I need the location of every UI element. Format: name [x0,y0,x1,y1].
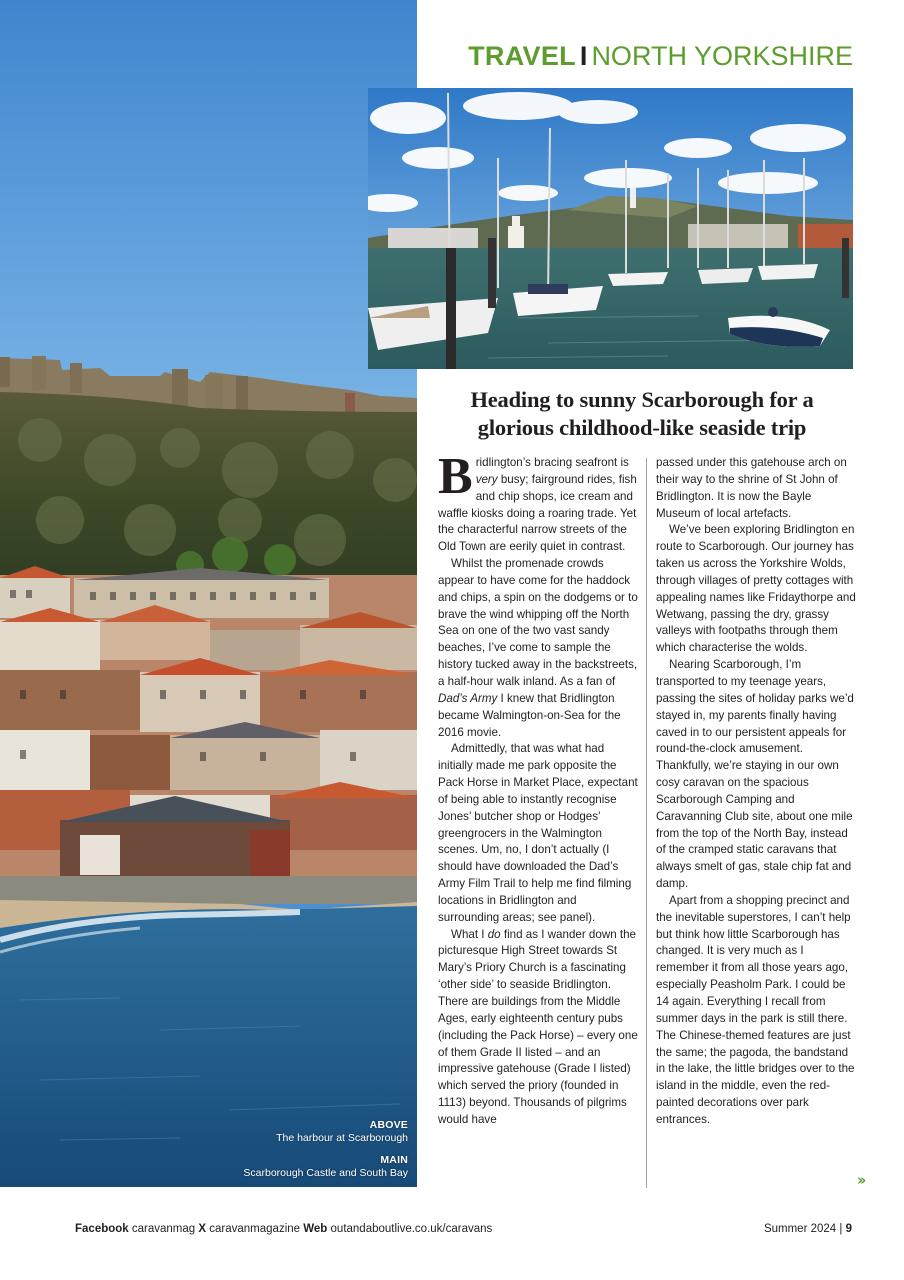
article-paragraph: Nearing Scarborough, I’m transported to my teenage years, passing the sites of holiday parks we’d stayed in, my parents finally having caved in to our persistent appeals for round-the-clock amusement. Thankfully, we’re staying in our own cosy caravan on the spacious Scarborough Camping and Caravanning Club site, about one mile from the top of the North Bay, instead of the cramped static caravans that always smelt of gas, stale chip fat and damp. [656,658,854,891]
main-photo-scarborough-castle [0,0,417,1187]
web-url: outandaboutlive.co.uk/caravans [330,1223,493,1235]
caption-text-main: Scarborough Castle and South Bay [243,1167,408,1179]
x-label: X [198,1223,207,1235]
paragraph-text: busy; fairground rides, fish and chip shops, ice cream and waffle kiosks doing a roaring trade. Yet the characterful narrow streets of the Old Town are eerily quiet in contrast. [438,472,637,554]
photo-captions [243,1119,408,1180]
section-separator: I [579,41,588,71]
emphasis-text: Dad’s Army [438,691,498,705]
article-paragraph: We’ve been exploring Bridlington en route to Scarborough. Our journey has taken us across the Yorkshire Wolds, through villages of pretty cottages with appealing names like Fridaythorpe and Wetwang, passing the dry, grassy valleys with footpaths through them which characterise the wolds. [656,523,856,655]
article-column-2 [656,455,856,1129]
harbour-photo-illustration [368,88,853,369]
web-label: Web [303,1223,328,1235]
article-paragraph [438,448,638,556]
article-paragraph [438,927,638,1129]
x-handle: caravanmagazine [209,1223,301,1235]
caption-label-above: ABOVE [369,1119,408,1131]
section-header [417,40,853,72]
page-number: 9 [845,1223,852,1235]
region-label: NORTH YORKSHIRE [591,41,853,71]
paragraph-text: find as I wander down the picturesque High Street towards St Mary’s Priory Church is a fascinating ‘other side’ to seaside Bridlington. There are buildings from the Middle Ages, early eighteenth century pubs (including the Pack Horse) – every one of them Grade II listed – and an impressive gatehouse (Grade I listed) which served the priory (founded in 1113) beyond. Thousands of pilgrims would have [438,927,638,1126]
article-paragraph [438,556,638,741]
drop-cap: B [438,448,473,505]
main-photo-illustration [0,0,417,1187]
article-paragraph: passed under this gatehouse arch on their way to the shrine of St John of Bridlington. It is now the Bayle Museum of local artefacts. [656,456,847,520]
continue-arrow-icon: ›› [857,1171,864,1189]
caption-label-main: MAIN [380,1154,408,1166]
facebook-handle: caravanmag [131,1223,196,1235]
facebook-label: Facebook [75,1223,129,1235]
emphasis-text: very [475,472,498,486]
article-paragraph: Apart from a shopping precinct and the inevitable superstores, I can’t help but think how little Scarborough has changed. It is very much as I remember it from all those years ago, especially Peasholm Park. I could be 14 again. Everything I recall from summer days in the park is still there. The Chinese-themed features are just the same; the pagoda, the bandstand in the lake, the little bridges over to the island in the middle, even the red-painted decorations over park entrances. [656,893,855,1126]
section-label: TRAVEL [468,41,576,71]
paragraph-text: What I [451,927,488,941]
folio-separator: | [839,1223,843,1235]
article-column-1 [438,448,638,1129]
paragraph-text: ridlington’s bracing seafront is [475,456,629,469]
footer-social [75,1222,492,1236]
harbour-photo [368,88,853,369]
footer-folio [764,1222,852,1236]
headline-line-2: glorious childhood-like seaside trip [477,415,807,440]
column-divider [646,458,647,1188]
caption-text-above: The harbour at Scarborough [276,1132,408,1144]
article-paragraph: Admittedly, that was what had initially made me park opposite the Pack Horse in Market Place, expectant of being able to instantly recognise Jones’ butcher shop or Hodges’ greengrocers in the Walmington scenes. Um, no, I don’t actually (I should have downloaded the Dad’s Army Film Trail to help me find filming locations in Bridlington and surrounding areas; see panel). [438,742,638,924]
paragraph-text: I knew that Bridlington became Walmington-on-Sea for the 2016 movie. [438,691,621,739]
paragraph-text: Whilst the promenade crowds appear to have come for the haddock and chips, a spin on the dodgems or to brave the wind whipping off the North Sea on one of the two vast sandy beaches, I’ve come to sample the history tucked away in the backstreets, a half-hour walk inland. As a fan of [438,557,638,688]
headline-line-1: Heading to sunny Scarborough for a [470,387,814,412]
issue-label: Summer 2024 [763,1223,837,1235]
emphasis-text: do [487,927,501,941]
article-headline [426,386,858,442]
